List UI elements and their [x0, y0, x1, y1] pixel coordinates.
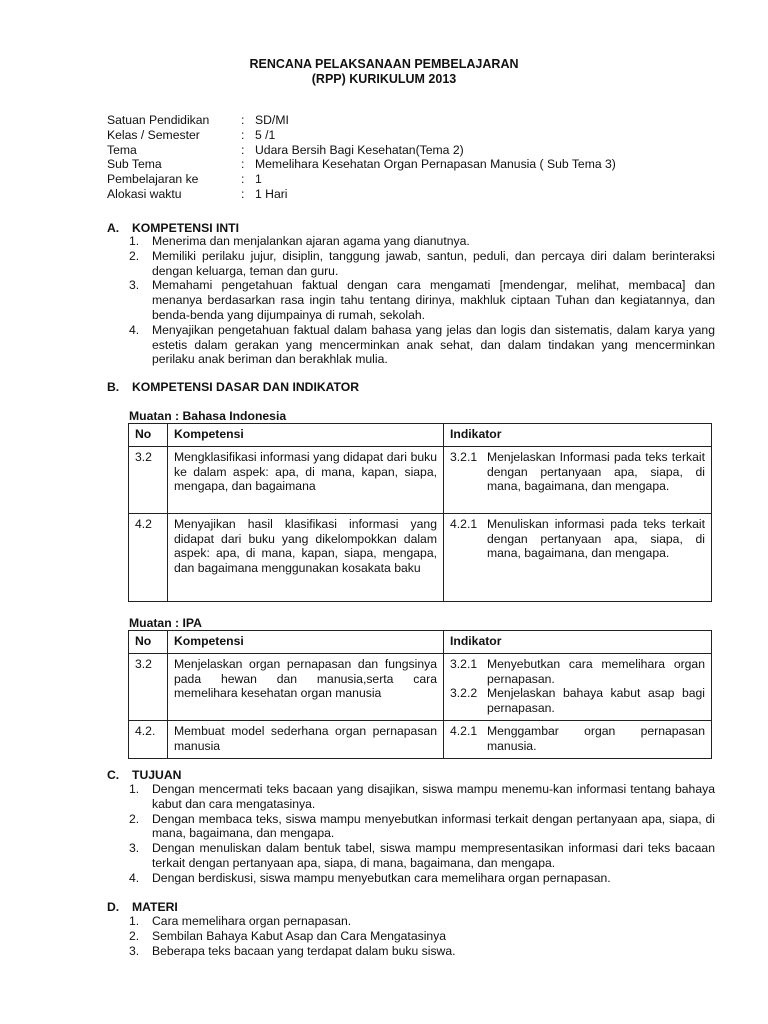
cell-no: 4.2 [129, 513, 168, 601]
section-a-heading: A. KOMPETENSI INTI [107, 221, 239, 235]
list-text: Menerima dan menjalankan ajaran agama yang dianutnya. [152, 234, 470, 248]
table-row [129, 446, 712, 513]
list-item [129, 841, 715, 871]
identity-row [107, 113, 616, 128]
list-text: Sembilan Bahaya Kabut Asap dan Cara Mengatasinya [152, 928, 447, 943]
cell-kompetensi: Menjelaskan organ pernapasan dan fungsinya pada hewan dan manusia,serta cara memelihara kesehatan organ manusia [168, 653, 444, 720]
list-text: Beberapa teks bacaan yang terdapat dalam buku siswa. [152, 943, 456, 958]
table-row [129, 513, 712, 601]
cell-kompetensi: Membuat model sederhana organ pernapasan manusia [168, 720, 444, 758]
list-item [129, 812, 715, 842]
identity-value: 1 [255, 172, 262, 187]
header-indikator: Indikator [444, 631, 712, 654]
indikator-item [450, 657, 705, 687]
indikator-number: 4.2.1 [450, 723, 478, 738]
identity-colon: : [241, 172, 245, 187]
cell-indikator [444, 653, 712, 720]
identity-colon: : [241, 127, 245, 142]
identity-row [107, 187, 616, 202]
identity-row [107, 128, 616, 143]
cell-kompetensi: Menyajikan hasil klasifikasi informasi yang didapat dari buku yang dikelompokkan dalam aspek: apa, di mana, kapan, siapa, mengapa, dan bagaimana menggunakan kosakata baku [168, 513, 444, 601]
list-number: 2. [129, 928, 140, 943]
list-number: 1. [129, 234, 140, 248]
header-kompetensi: Kompetensi [168, 424, 444, 447]
header-no: No [129, 424, 168, 447]
identity-colon: : [241, 186, 245, 201]
identity-value: 5 /1 [255, 127, 276, 142]
section-d-list [129, 914, 715, 958]
identity-value: Memelihara Kesehatan Organ Pernapasan Manusia ( Sub Tema 3) [255, 157, 616, 172]
indikator-item [450, 450, 705, 494]
list-item [129, 914, 715, 929]
indikator-number: 3.2.2 [450, 686, 478, 701]
indikator-text: Menyebutkan cara memelihara organ pernapasan. [487, 656, 705, 686]
identity-value: 1 Hari [255, 186, 288, 201]
section-a-list [129, 234, 715, 367]
identity-row [107, 157, 616, 172]
table-bahasa-indonesia [128, 423, 712, 602]
list-text: Dengan membaca teks, siswa mampu menyebutkan informasi terkait dengan pertanyaan apa, siapa, di mana, bagaimana, dan mengapa. [152, 811, 715, 841]
table-header-row [129, 424, 712, 447]
list-item [129, 871, 715, 886]
section-c-heading: C. TUJUAN [107, 768, 182, 782]
cell-indikator [444, 720, 712, 758]
cell-no: 3.2 [129, 446, 168, 513]
identity-colon: : [241, 113, 245, 127]
doc-subtitle: (RPP) KURIKULUM 2013 [311, 72, 457, 86]
table-ipa [128, 630, 712, 759]
identity-label: Sub Tema [107, 157, 162, 172]
list-text: Cara memelihara organ pernapasan. [152, 914, 352, 928]
cell-no: 4.2. [129, 720, 168, 758]
list-number: 3. [129, 943, 140, 958]
list-item [129, 782, 715, 812]
section-d-heading: D. MATERI [107, 900, 178, 914]
list-item [129, 234, 715, 249]
identity-value: SD/MI [255, 113, 289, 127]
doc-title: RENCANA PELAKSANAAN PEMBELAJARAN [249, 57, 519, 71]
header-kompetensi: Kompetensi [168, 631, 444, 654]
indikator-number: 4.2.1 [450, 516, 478, 531]
list-number: 2. [129, 811, 140, 826]
list-number: 1. [129, 782, 140, 796]
table-row [129, 720, 712, 758]
list-item [129, 249, 715, 279]
muatan-ipa-label: Muatan : IPA [129, 616, 202, 630]
list-text: Memahami pengetahuan faktual dengan cara mengamati [mendengar, melihat, membaca] dan menanya berdasarkan rasa ingin tahu tentang dirinya, makhluk ciptaan Tuhan dan kegiatannya, dan benda-benda yang dijumpainya di rumah, sekolah. [152, 278, 715, 322]
identity-label: Alokasi waktu [107, 186, 182, 201]
list-number: 2. [129, 248, 140, 263]
cell-indikator [444, 513, 712, 601]
indikator-item [450, 724, 705, 754]
list-item [129, 929, 715, 944]
identity-label: Satuan Pendidikan [107, 113, 210, 127]
cell-indikator [444, 446, 712, 513]
identity-block [107, 113, 616, 202]
cell-no: 3.2 [129, 653, 168, 720]
table-row [129, 653, 712, 720]
cell-kompetensi: Mengklasifikasi informasi yang didapat dari buku ke dalam aspek: apa, di mana, kapan, siapa, mengapa, dan bagaimana [168, 446, 444, 513]
identity-value: Udara Bersih Bagi Kesehatan(Tema 2) [255, 142, 464, 157]
indikator-item [450, 686, 705, 716]
identity-colon: : [241, 157, 245, 172]
table-header-row [129, 631, 712, 654]
identity-row [107, 172, 616, 187]
identity-colon: : [241, 142, 245, 157]
list-item [129, 323, 715, 367]
list-number: 4. [129, 322, 140, 337]
muatan-bahasa-label: Muatan : Bahasa Indonesia [129, 409, 287, 423]
indikator-number: 3.2.1 [450, 656, 478, 671]
header-indikator: Indikator [444, 424, 712, 447]
indikator-text: Menjelaskan bahaya kabut asap bagi pernapasan. [487, 686, 705, 716]
indikator-text: Menuliskan informasi pada teks terkait dengan pertanyaan apa, siapa, di mana, bagaimana, dan mengapa. [487, 516, 705, 561]
identity-label: Tema [107, 142, 137, 157]
header-no: No [129, 631, 168, 654]
list-number: 1. [129, 914, 140, 928]
section-b-heading: B. KOMPETENSI DASAR DAN INDIKATOR [107, 380, 360, 394]
identity-row [107, 143, 616, 158]
section-c-list [129, 782, 715, 886]
list-text: Dengan mencermati teks bacaan yang disajikan, siswa mampu menemu-kan informasi tentang bahaya kabut dan cara mengatasinya. [152, 782, 715, 811]
indikator-item [450, 517, 705, 561]
list-text: Memiliki perilaku jujur, disiplin, tanggung jawab, santun, peduli, dan percaya diri dalam berinteraksi dengan keluarga, teman dan guru. [152, 248, 715, 278]
indikator-number: 3.2.1 [450, 449, 478, 464]
list-text: Dengan berdiskusi, siswa mampu menyebutkan cara memelihara organ pernapasan. [152, 870, 611, 885]
identity-label: Pembelajaran ke [107, 172, 199, 187]
list-item [129, 944, 715, 959]
identity-label: Kelas / Semester [107, 127, 200, 142]
list-number: 3. [129, 278, 140, 293]
list-number: 4. [129, 870, 140, 885]
indikator-text: Menggambar organ pernapasan manusia. [487, 723, 705, 753]
list-text: Menyajikan pengetahuan faktual dalam bahasa yang jelas dan logis dan sistematis, dalam karya yang estetis dalam gerakan yang mencerminkan anak sehat, dan dalam tindakan yang mencerminkan perilaku anak beriman dan berakhlak mulia. [152, 322, 715, 367]
list-text: Dengan menuliskan dalam bentuk tabel, siswa mampu mempresentasikan informasi dari teks bacaan terkait dengan pertanyaan apa, siapa, di mana, bagaimana, dan mengapa. [152, 841, 715, 870]
list-item [129, 278, 715, 322]
indikator-text: Menjelaskan Informasi pada teks terkait dengan pertanyaan apa, siapa, di mana, bagaimana, dan mengapa. [487, 449, 705, 494]
list-number: 3. [129, 841, 140, 856]
